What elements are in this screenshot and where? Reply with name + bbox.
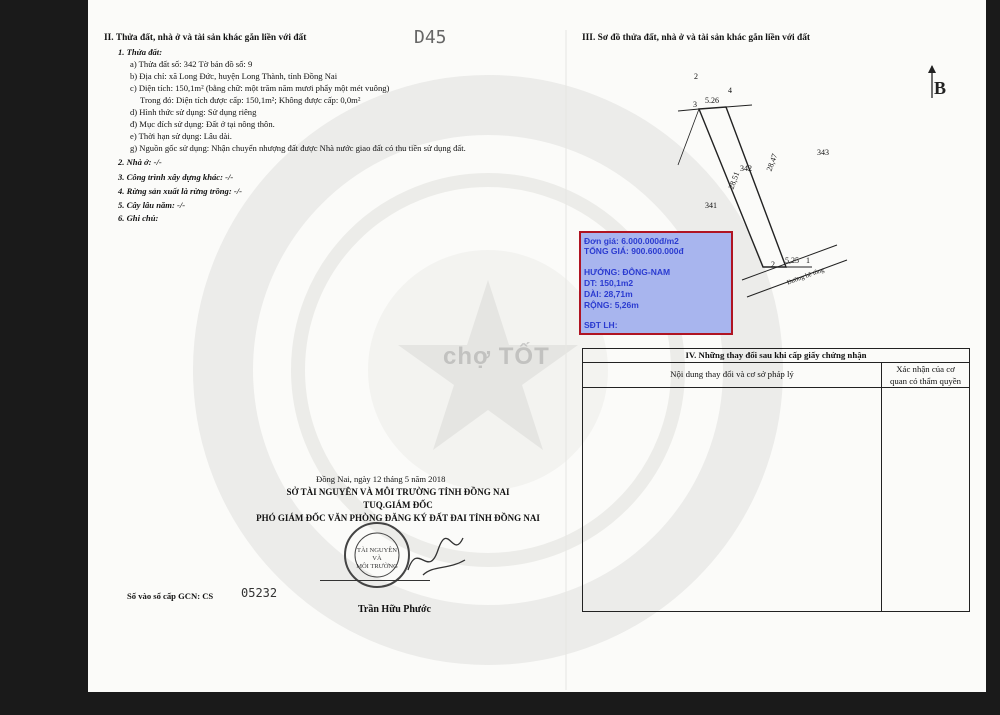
road-label: Đường bê tông (785, 266, 826, 287)
parcel-area: c) Diện tích: 150,1m² (bằng chữ: một trăm năm mươi phẩy một mét vuông) (130, 83, 390, 93)
director-line: TUQ.GIÁM ĐỐC (363, 500, 433, 510)
item-2: 2. Nhà ở: -/- (118, 157, 162, 167)
item-1-heading: 1. Thửa đất: (118, 47, 163, 57)
item-5: 5. Cây lâu năm: -/- (118, 200, 186, 210)
deputy-line: PHÓ GIÁM ĐỐC VĂN PHÒNG ĐĂNG KÝ ĐẤT ĐAI TỈNH ĐỒNG NAI (256, 513, 540, 523)
changes-table (582, 348, 970, 612)
parcel-number: a) Thửa đất số: 342 Tờ bản đồ số: 9 (130, 59, 253, 69)
item-4: 4. Rừng sản xuất là rừng trồng: -/- (118, 186, 242, 196)
signature-line (320, 580, 430, 581)
corner-1: 1 (806, 256, 810, 265)
svg-text:MÔI TRƯỜNG: MÔI TRƯỜNG (356, 563, 398, 570)
plot-label-342: 342 (740, 164, 752, 173)
issue-date: Đồng Nai, ngày 12 tháng 5 năm 2018 (316, 474, 446, 484)
phone: SĐT LH: (584, 320, 618, 330)
edge-bottom-length: 5,25 (785, 256, 799, 265)
usage-purpose: đ) Mục đích sử dụng: Đất ở tại nông thôn. (130, 119, 275, 129)
parcel-address: b) Địa chỉ: xã Long Đức, huyện Long Thành, tỉnh Đồng Nai (130, 71, 338, 81)
parcel-area-detail: Trong đó: Diện tích được cấp: 150,1m²; Không được cấp: 0,0m² (140, 95, 361, 105)
unit-price: Đơn giá: 6.000.000đ/m2 (584, 236, 679, 246)
plot-label-2-top: 2 (694, 72, 698, 81)
section-iv-title: IV. Những thay đổi sau khi cấp giấy chứng nhận (583, 349, 970, 363)
svg-text:VÀ: VÀ (372, 555, 382, 562)
signature-scribble (403, 530, 473, 585)
col-header-confirm (882, 363, 970, 388)
plot-label-343: 343 (817, 148, 829, 157)
site-watermark: chợ TỐT (443, 343, 550, 370)
edge-left-length: 28,51 (726, 170, 742, 191)
corner-2: 2 (771, 260, 775, 269)
listing-overlay (579, 231, 733, 335)
item-6: 6. Ghi chú: (118, 213, 159, 223)
svg-text:B: B (934, 78, 947, 98)
direction: HƯỚNG: ĐÔNG-NAM (584, 267, 671, 277)
col-header-content: Nội dung thay đổi và cơ sở pháp lý (583, 363, 882, 388)
width: RỘNG: 5,26m (584, 300, 639, 310)
col-header-confirm-line1: Xác nhận của cơ (896, 364, 955, 374)
edge-top-length: 5.26 (705, 96, 719, 105)
signer-name: Trần Hữu Phước (358, 604, 431, 615)
plot-label-341: 341 (705, 201, 717, 210)
registry-number: Số vào sổ cấp GCN: CS (127, 591, 214, 601)
registry-handwritten: 05232 (241, 586, 278, 600)
usage-term: e) Thời hạn sử dụng: Lâu dài. (130, 131, 232, 141)
edge-right-length: 28,47 (764, 152, 780, 173)
length: DÀI: 28,71m (584, 289, 633, 299)
item-3: 3. Công trình xây dựng khác: -/- (118, 172, 234, 182)
signature-block (238, 487, 558, 523)
section-ii-title: II. Thửa đất, nhà ở và tài sản khác gắn liền với đất (104, 33, 307, 43)
handwritten-code: D45 (414, 27, 447, 48)
department: SỞ TÀI NGUYÊN VÀ MÔI TRƯỜNG TỈNH ĐỒNG NAI (286, 487, 510, 497)
col-header-confirm-line2: quan có thẩm quyền (889, 376, 962, 386)
usage-origin: g) Nguồn gốc sử dụng: Nhận chuyển nhượng đất được Nhà nước giao đất có thu tiền sử dụng đất. (130, 143, 466, 153)
section-iii-title: III. Sơ đồ thửa đất, nhà ở và tài sản khác gắn liền với đất (582, 33, 811, 43)
content-cell (583, 388, 882, 612)
corner-3: 3 (693, 100, 697, 109)
total-price: TỔNG GIÁ: 900.600.000đ (584, 246, 684, 256)
area: DT: 150,1m2 (584, 278, 634, 288)
confirm-cell (882, 388, 970, 612)
corner-4: 4 (728, 86, 732, 95)
certificate-page (88, 0, 986, 692)
svg-text:TÀI NGUYÊN: TÀI NGUYÊN (357, 547, 397, 554)
usage-form: d) Hình thức sử dụng: Sử dụng riêng (130, 107, 257, 117)
